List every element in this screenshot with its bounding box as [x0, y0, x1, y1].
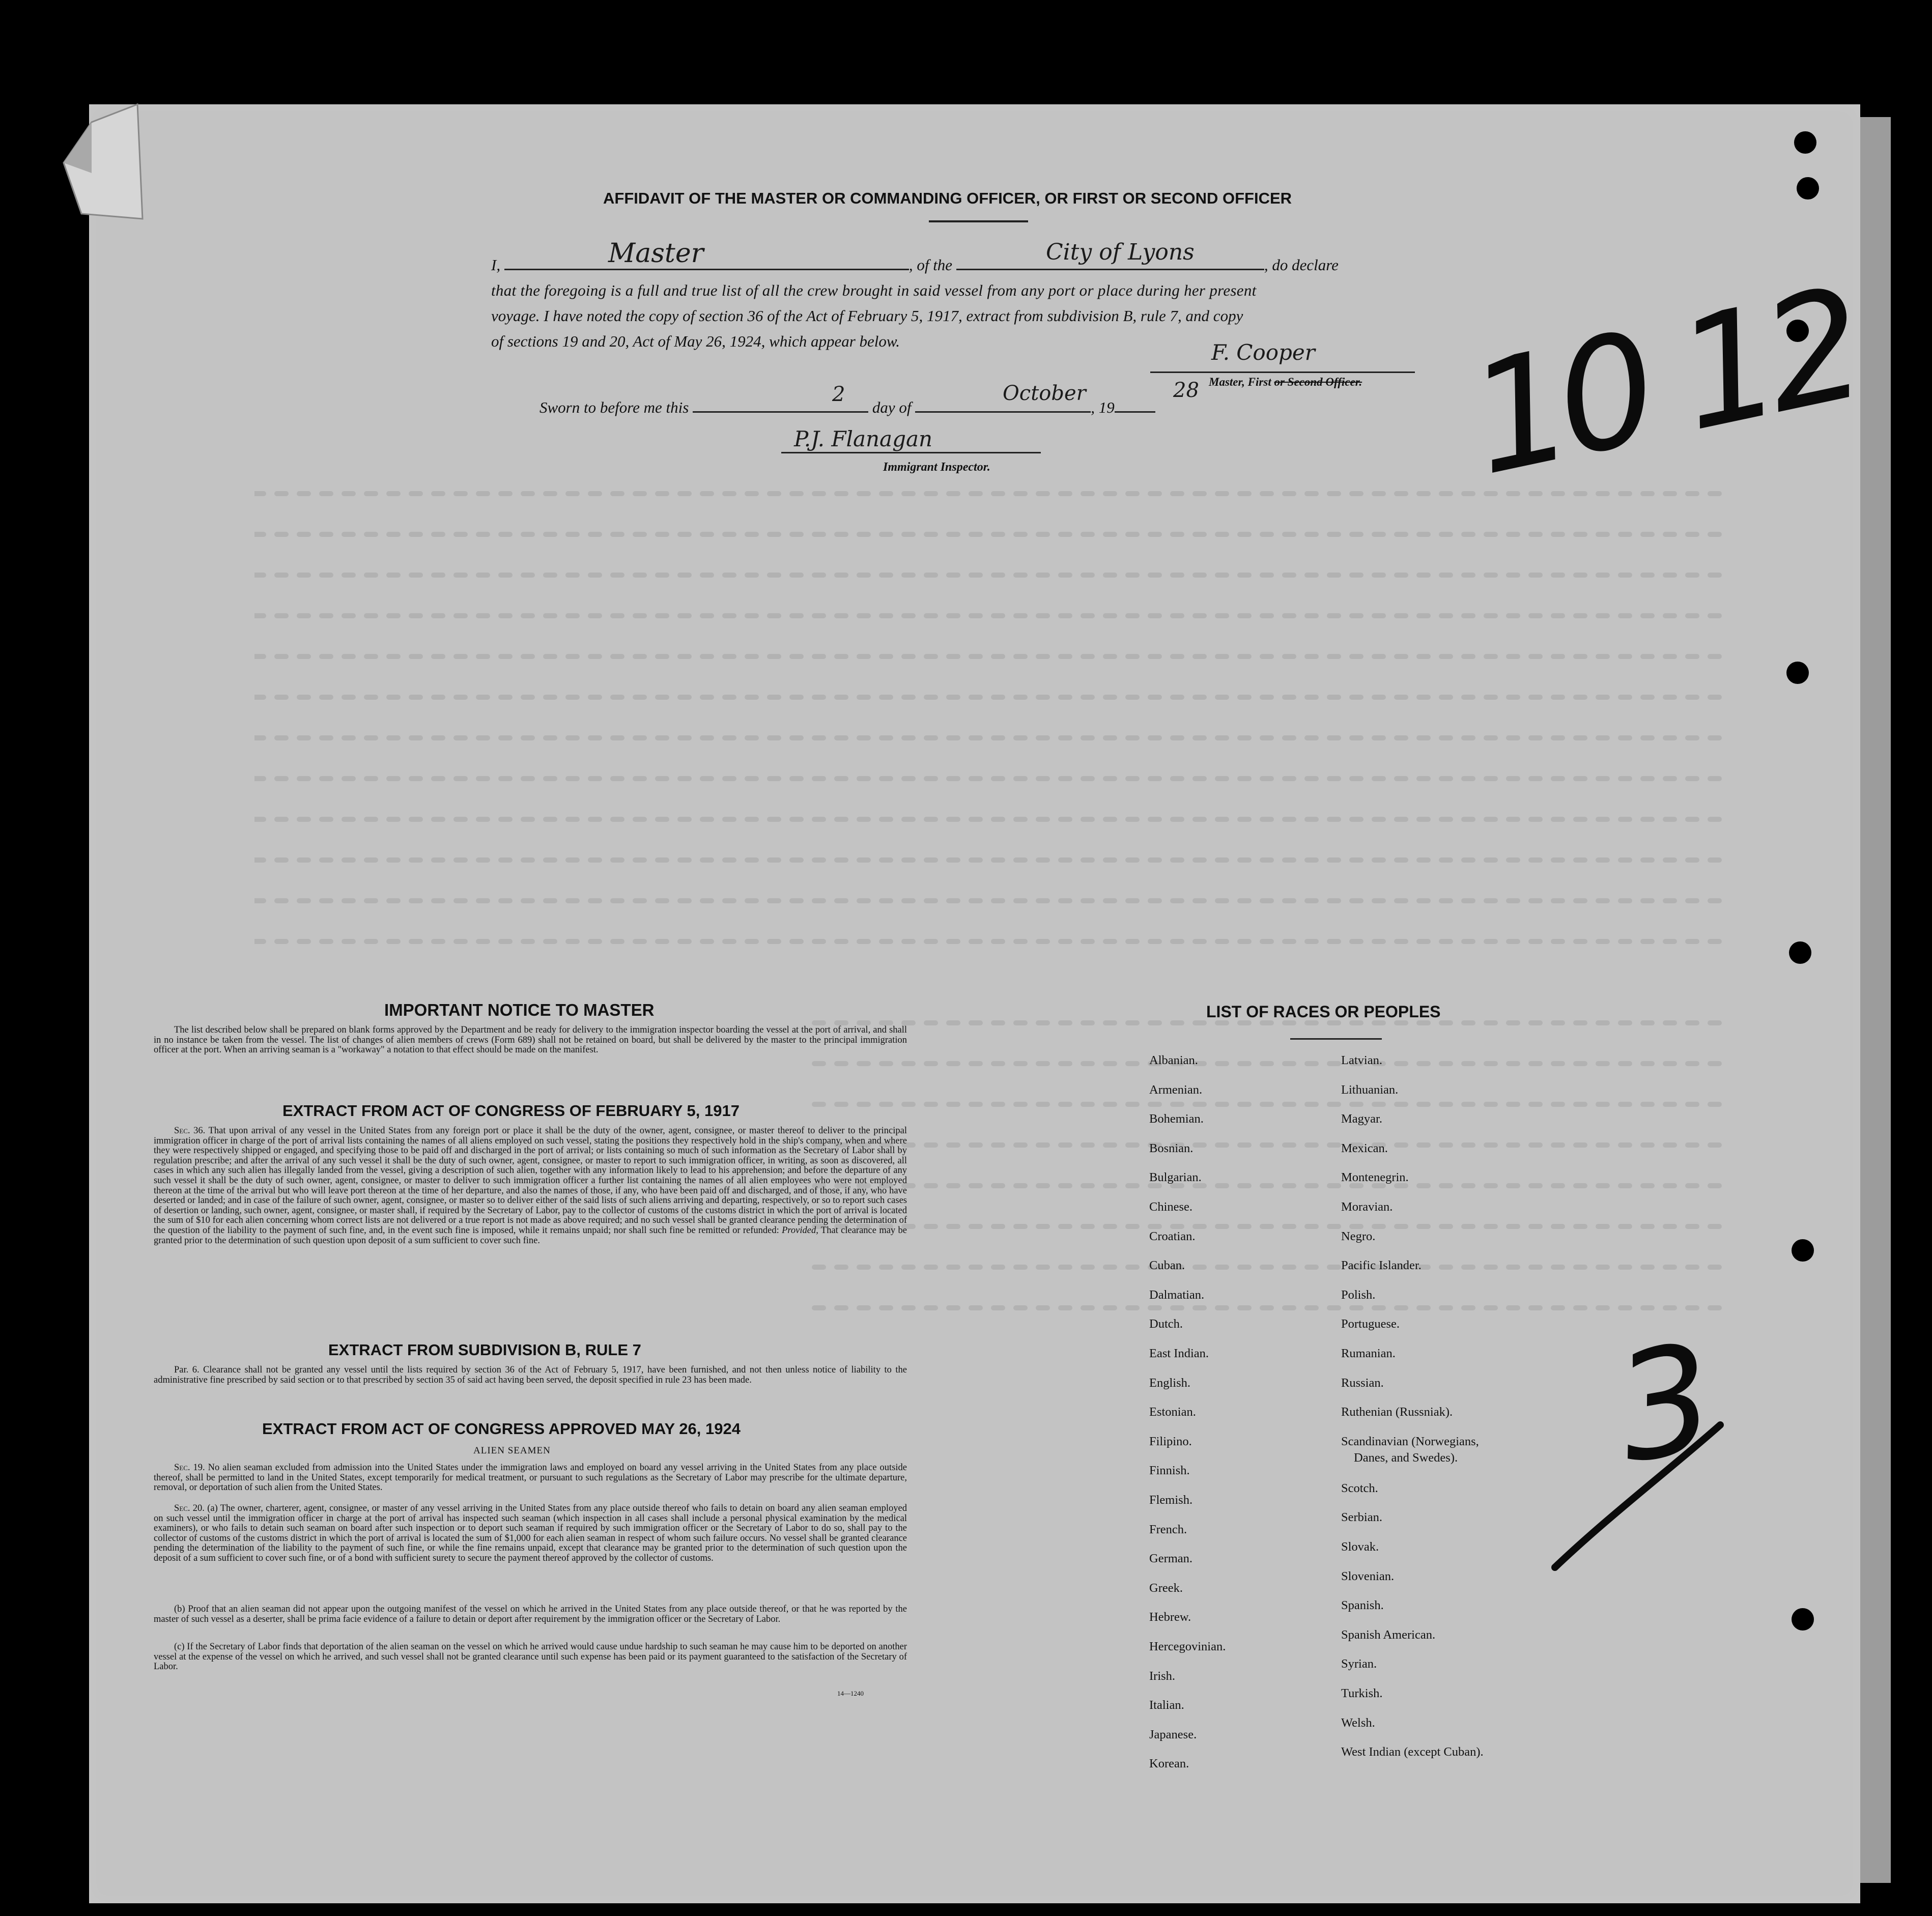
- notice-text: The list described below shall be prepared on blank forms approved by the Department and be ready for delivery to the immigration inspector boarding the vessel at the port of arrival, and shall in no instance be taken from the vessel. The list of changes of alien members of crews (Form 689) shall not be retained on board, but shall be delivered by the master to the principal immigration officer at the port. When an arriving seaman is a "workaway" a notation to that effect should be made on the manifest.: [154, 1025, 907, 1055]
- race-item: Dutch.: [1149, 1317, 1183, 1331]
- race-item: English.: [1149, 1376, 1190, 1390]
- inspector-label: Immigrant Inspector.: [883, 461, 990, 474]
- handwritten-count: 3: [1604, 1311, 1727, 1497]
- race-item: Russian.: [1341, 1376, 1384, 1390]
- race-item: Lithuanian.: [1341, 1082, 1399, 1097]
- race-item: German.: [1149, 1552, 1193, 1566]
- race-item: Albanian.: [1149, 1053, 1198, 1067]
- race-item: Spanish.: [1341, 1598, 1384, 1613]
- race-item: Montenegrin.: [1341, 1170, 1409, 1185]
- race-item: Korean.: [1149, 1757, 1189, 1771]
- race-item: Welsh.: [1341, 1715, 1375, 1730]
- i-label: I,: [491, 256, 501, 274]
- year-prefix: , 19: [1091, 398, 1115, 416]
- sworn-year-field: [1115, 392, 1155, 413]
- race-item: Filipino.: [1149, 1434, 1192, 1448]
- day-of-label: day of: [872, 398, 912, 416]
- race-item: Flemish.: [1149, 1493, 1193, 1507]
- race-item: Cuban.: [1149, 1259, 1185, 1273]
- race-item: Latvian.: [1341, 1053, 1382, 1067]
- race-item: Croatian.: [1149, 1229, 1196, 1243]
- title-rule: [929, 220, 1028, 222]
- role-handwritten: Master: [608, 238, 704, 269]
- race-item: Bohemian.: [1149, 1112, 1204, 1126]
- race-item: East Indian.: [1149, 1347, 1209, 1360]
- do-declare-label: , do declare: [1264, 256, 1339, 274]
- race-item: Syrian.: [1341, 1657, 1377, 1671]
- race-item: Moravian.: [1341, 1200, 1393, 1214]
- race-item: Hercegovinian.: [1149, 1640, 1226, 1653]
- race-item: Armenian.: [1149, 1082, 1203, 1097]
- sworn-label: Sworn to before me this: [539, 398, 689, 416]
- handwritten-stroke: [1547, 1420, 1730, 1572]
- sworn-day: 2: [832, 383, 845, 406]
- sec20c-text: (c) If the Secretary of Labor finds that deportation of the alien seaman on the vessel on which he arrived would cause undue hardship to such seaman he may cause him to be deported on another vessel at the expense of the vessel on which he arrived, and such vessel shall not be granted clearance until such expense has been paid or its payment guaranteed to the satisfaction of the Secretary of Labor.: [154, 1642, 907, 1672]
- alien-seamen-subtitle: ALIEN SEAMEN: [473, 1445, 551, 1456]
- race-item: French.: [1149, 1522, 1187, 1536]
- races-rule: [1290, 1038, 1382, 1040]
- race-item: Scandinavian (Norwegians,: [1341, 1434, 1479, 1448]
- race-item: Danes, and Swedes).: [1354, 1450, 1458, 1465]
- declaration-line-4: of sections 19 and 20, Act of May 26, 1924, which appear below.: [491, 332, 900, 350]
- sworn-month: October: [1003, 382, 1086, 405]
- role-field: [504, 249, 909, 270]
- rule7-title: EXTRACT FROM SUBDIVISION B, RULE 7: [328, 1341, 641, 1359]
- binder-hole: [1786, 662, 1809, 684]
- race-item: Portuguese.: [1341, 1317, 1400, 1331]
- race-item: Japanese.: [1149, 1727, 1197, 1741]
- binder-hole: [1794, 131, 1816, 154]
- race-item: Rumanian.: [1341, 1347, 1396, 1360]
- sec20a-text: Sec. 20. (a) The owner, charterer, agent, consignee, or master of any vessel arriving in the United States from any place outside thereof who fails to detain on board any alien seaman employed on such vessel until the immigration officer in charge at the port of arrival has inspected such seaman (which inspection in all cases shall include a personal physical examination by the medical examiners), or who fails to detain such seaman on board after such inspection or to deport such seaman if required by such immigration officer or the Secretary of Labor to do so, shall pay to the collector of customs of the customs district in which the port of arrival is located the sum of $1,000 for each alien seaman in respect of whom such failure occurs. No vessel shall be granted clearance pending the determination of the liability to the payment of such fine, or while the fine remains unpaid, except that clearance may be granted prior to the determination of such question upon the deposit of a sum sufficient to cover such fine, or of a bond with sufficient surety to secure the payment thereof approved by the collector of customs.: [154, 1503, 907, 1563]
- binder-hole: [1792, 1239, 1814, 1262]
- master-signature: F. Cooper: [1211, 340, 1315, 365]
- folded-corner: [61, 102, 148, 224]
- race-item: Pacific Islander.: [1341, 1259, 1422, 1273]
- race-item: West Indian (except Cuban).: [1341, 1745, 1484, 1759]
- race-item: Slovenian.: [1341, 1569, 1395, 1583]
- race-item: Spanish American.: [1341, 1627, 1436, 1642]
- race-item: Italian.: [1149, 1698, 1184, 1712]
- rule7-text: Par. 6. Clearance shall not be granted any vessel until the lists required by section 36 of the Act of February 5, 1917, have been furnished, and not then unless notice of liability to the administrative fine prescribed by said section or to that prescribed by section 35 of said act having been served, the deposit specified in rule 23 has been made.: [154, 1365, 907, 1385]
- binder-hole: [1792, 1608, 1814, 1631]
- of-the-label: , of the: [908, 256, 953, 274]
- extract-1924-title: EXTRACT FROM ACT OF CONGRESS APPROVED MAY 26, 1924: [262, 1420, 741, 1438]
- sworn-year: 28: [1173, 379, 1199, 402]
- sec20b-text: (b) Proof that an alien seaman did not appear upon the outgoing manifest of the vessel on which he arrived in the United States from any place outside thereof, or that he was reported by the master of such vessel as a deserter, shall be prima facie evidence of a failure to detain or deport after requirement by the immigration officer or the Secretary of Labor.: [154, 1604, 907, 1624]
- race-item: Bosnian.: [1149, 1141, 1194, 1155]
- notice-title: IMPORTANT NOTICE TO MASTER: [384, 1000, 655, 1019]
- race-item: Slovak.: [1341, 1540, 1379, 1554]
- extract-1917-text: Sec. 36. That upon arrival of any vessel in the United States from any foreign port or place it shall be the duty of the owner, agent, consignee, or master thereof to deliver to the principal immigration officer in charge of the port of arrival lists containing the names of all aliens employed on such vessel, stating the positions they respectively hold in the ship's company, when and where they were respectively shipped or engaged, and specifying those to be paid off and discharged in the port of arrival; or lists containing so much of such information as the Secretary of Labor shall by regulation prescribe; and after the arrival of any such vessel it shall be the duty of such owner, agent, consignee, or master to report to such immigration officer, in writing, as soon as discovered, all cases in which any such alien has illegally landed from the vessel, giving a description of such alien, together with any information likely to lead to his apprehension; and before the departure of any such vessel it shall be the duty of such owner, agent, consignee, or master to deliver to such immigration officer a further list containing the names of all alien employees who were not employed thereon at the time of the arrival but who will leave port thereon at the time of her departure, and also the names of those, if any, who have been paid off and discharged, and of those, if any, who have deserted or landed; and in case of the failure of such owner, agent, consignee, or master so to deliver either of the said lists of such aliens arriving and departing, respectively, or so to report such cases of desertion or landing, such owner, agent, consignee, or master shall, if required by the Secretary of Labor, pay to the collector of customs of the customs district in which the port of arrival is located the sum of $10 for each alien concerning whom correct lists are not delivered or a true report is not made as above required; and no such vessel shall be granted clearance pending the determination of the question of the liability to the payment of such fine, and, in the event such fine is imposed, while it remains unpaid; nor shall such fine be remitted or refunded: Provided, That clearance may be granted prior to the determination of such question upon deposit of a sum sufficient to cover such fine.: [154, 1126, 907, 1246]
- race-item: Dalmatian.: [1149, 1288, 1205, 1302]
- form-number: 14—1240: [837, 1690, 864, 1697]
- race-item: Finnish.: [1149, 1464, 1190, 1478]
- vessel-handwritten: City of Lyons: [1046, 239, 1195, 265]
- inspector-rule: [781, 452, 1041, 453]
- master-label: Master, First or Second Officer.: [1209, 376, 1362, 388]
- race-item: Greek.: [1149, 1581, 1183, 1595]
- races-title: LIST OF RACES OR PEOPLES: [1206, 1003, 1441, 1021]
- declaration-line-3: voyage. I have noted the copy of section 36 of the Act of February 5, 1917, extract from subdivision B, rule 7, and copy: [491, 307, 1243, 325]
- binder-hole: [1797, 177, 1819, 199]
- race-item: Estonian.: [1149, 1405, 1196, 1419]
- race-item: Turkish.: [1341, 1686, 1383, 1700]
- race-item: Hebrew.: [1149, 1610, 1191, 1624]
- race-item: Polish.: [1341, 1288, 1376, 1302]
- extract-1917-title: EXTRACT FROM ACT OF CONGRESS OF FEBRUARY 5, 1917: [282, 1102, 740, 1120]
- binder-hole: [1789, 941, 1811, 964]
- race-item: Irish.: [1149, 1669, 1176, 1683]
- handwritten-page-number: 10 12: [1456, 255, 1870, 510]
- sec-36-label: Sec. 36.: [174, 1126, 206, 1136]
- race-item: Negro.: [1341, 1229, 1376, 1243]
- race-item: Ruthenian (Russniak).: [1341, 1405, 1453, 1419]
- inspector-signature: P.J. Flanagan: [794, 426, 933, 451]
- sec19-text: Sec. 19. No alien seaman excluded from admission into the United States under the immigration laws and employed on board any vessel arriving in the United States from any place outside thereof, shall be permitted to land in the United States, except temporarily for medical treatment, or pursuant to such regulations as the Secretary of Labor may prescribe for the ultimate departure, removal, or deportation of such alien from the United States.: [154, 1463, 907, 1493]
- race-item: Chinese.: [1149, 1200, 1193, 1214]
- race-item: Serbian.: [1341, 1510, 1382, 1525]
- signature-rule: [1150, 371, 1415, 373]
- race-item: Scotch.: [1341, 1481, 1378, 1495]
- declaration-line-2: that the foregoing is a full and true list of all the crew brought in said vessel from any port or place during her present: [491, 281, 1257, 299]
- race-item: Mexican.: [1341, 1141, 1388, 1155]
- race-item: Magyar.: [1341, 1112, 1382, 1126]
- affidavit-title: AFFIDAVIT OF THE MASTER OR COMMANDING OFFICER, OR FIRST OR SECOND OFFICER: [603, 189, 1292, 207]
- race-item: Bulgarian.: [1149, 1170, 1202, 1185]
